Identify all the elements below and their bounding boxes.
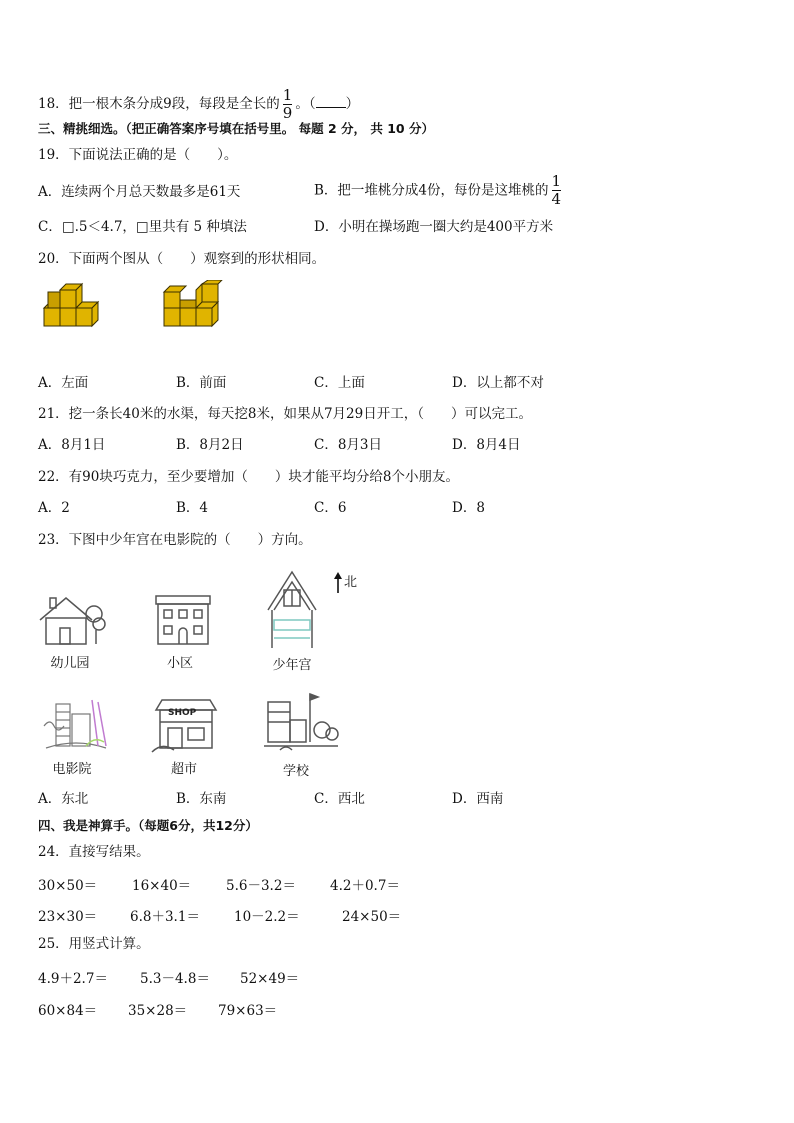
place-label-school: 学校 [282,764,309,779]
calc-item: 10－2.2＝ [234,909,300,925]
q21-option-c[interactable]: C．8月3日 [314,437,383,453]
calc-item: 24×50＝ [342,909,402,925]
place-label-cinema: 电影院 [52,762,92,777]
question-22: 22．有90块巧克力，至少要增加（ ）块才能平均分给8个小朋友。 [38,469,459,485]
q19-option-a[interactable]: A．连续两个月总天数最多是61天 [38,184,241,200]
calc-item: 60×84＝ [38,1003,98,1019]
calc-item: 4.2＋0.7＝ [330,878,400,894]
fraction-one-ninth: $\frac{1}{9}$ [282,86,293,122]
calc-item: 4.9＋2.7＝ [38,971,108,987]
calc-item: 30×50＝ [38,878,98,894]
q22-option-c[interactable]: C．6 [314,500,347,516]
north-label: 北 [344,575,358,590]
question-21: 21．挖一条长40米的水渠，每天挖8米，如果从7月29日开工，（ ）可以完工。 [38,406,532,422]
question-18: 18．把一根木条分成9段，每段是全长的 $\frac{1}{9}$ 。（ ） [38,86,360,122]
q22-option-d[interactable]: D．8 [452,500,485,516]
q20-option-c[interactable]: C．上面 [314,375,365,391]
place-label-youth-palace: 少年宫 [272,658,312,673]
calc-item: 79×63＝ [218,1003,278,1019]
school-icon [262,690,342,756]
q23-option-d[interactable]: D．西南 [452,791,504,807]
q19-option-d[interactable]: D．小明在操场跑一圈大约是400平方米 [314,219,554,235]
q21-option-a[interactable]: A．8月1日 [38,437,106,453]
q23-option-a[interactable]: A．东北 [38,791,89,807]
q22-option-a[interactable]: A．2 [38,500,70,516]
answer-blank[interactable] [316,95,346,108]
cube-figure-1 [40,280,110,330]
cinema-icon [40,696,112,756]
q21-option-d[interactable]: D．8月4日 [452,437,521,453]
kindergarten-icon [36,590,106,648]
place-label-supermarket: 超市 [170,762,197,777]
calc-item: 5.3－4.8＝ [140,971,210,987]
calc-item: 6.8＋3.1＝ [130,909,200,925]
place-label-kindergarten: 幼儿园 [50,656,90,671]
q23-option-b[interactable]: B．东南 [176,791,227,807]
q21-option-b[interactable]: B．8月2日 [176,437,244,453]
calc-item: 35×28＝ [128,1003,188,1019]
north-arrow-icon [332,572,344,594]
place-label-community: 小区 [166,656,193,671]
q22-option-b[interactable]: B．4 [176,500,209,516]
calc-item: 5.6－3.2＝ [226,878,296,894]
calc-item: 16×40＝ [132,878,192,894]
cube-figure-2 [160,280,230,330]
community-building-icon [152,590,214,648]
shop-sign-text: SHOP [168,708,197,718]
q23-option-c[interactable]: C．西北 [314,791,365,807]
q20-option-b[interactable]: B．前面 [176,375,227,391]
fraction-one-quarter: $\frac{1}{4}$ [551,172,562,208]
question-25: 25．用竖式计算。 [38,936,150,952]
supermarket-icon [150,696,222,756]
section-3-title: 三、精挑细选。（把正确答案序号填在括号里。 每题 2 分， 共 10 分） [38,121,434,136]
section-4-title: 四、我是神算手。（每题6分，共12分） [38,818,258,833]
question-23: 23．下图中少年宫在电影院的（ ）方向。 [38,532,312,548]
question-19: 19．下面说法正确的是（ ）。 [38,147,238,163]
calc-item: 23×30＝ [38,909,98,925]
q20-option-a[interactable]: A．左面 [38,375,89,391]
youth-palace-icon [264,568,320,652]
q19-option-c[interactable]: C．□.5＜4.7，□里共有 5 种填法 [38,219,247,235]
q19-option-b[interactable]: B．把一堆桃分成4份，每份是这堆桃的 $\frac{1}{4}$ [314,172,562,208]
q20-option-d[interactable]: D．以上都不对 [452,375,544,391]
calc-item: 52×49＝ [240,971,300,987]
question-24: 24．直接写结果。 [38,844,150,860]
question-20: 20．下面两个图从（ ）观察到的形状相同。 [38,251,326,267]
